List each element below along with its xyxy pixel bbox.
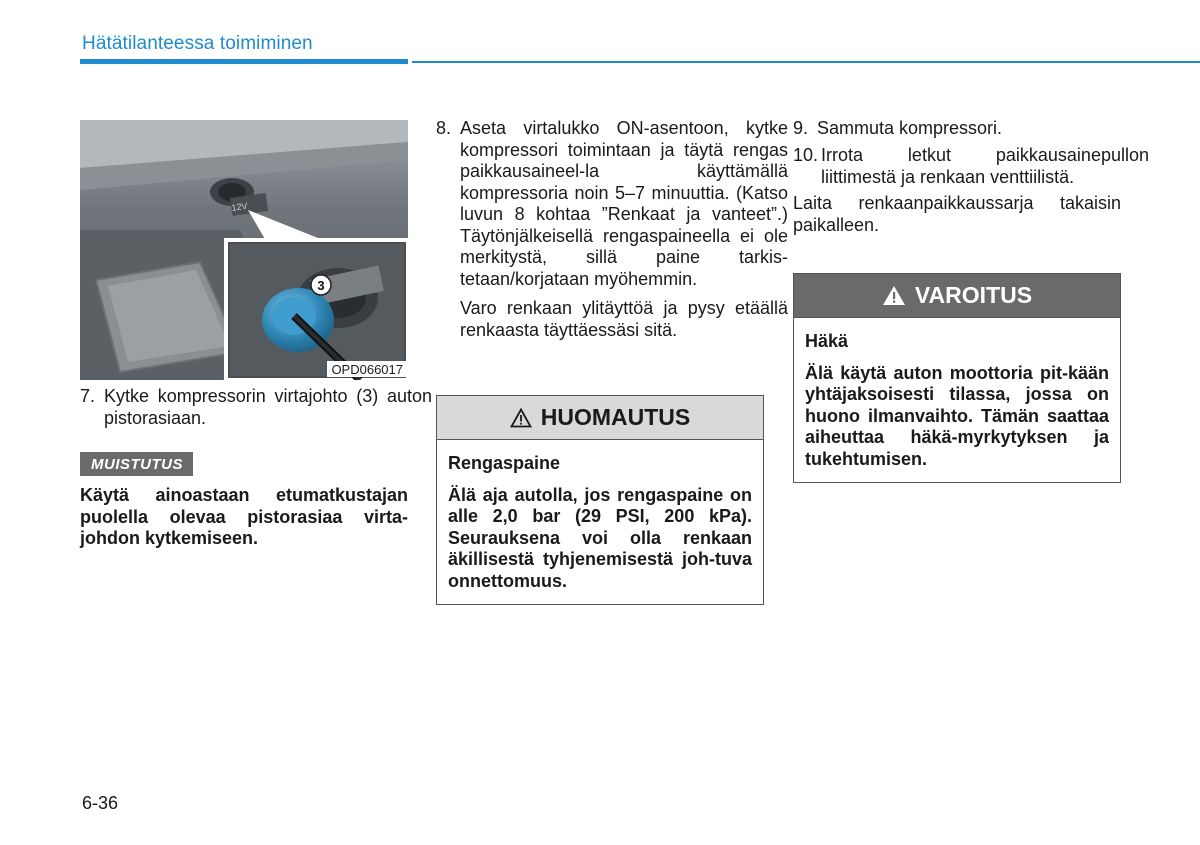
socket-photo-svg [80,120,408,380]
step-number: 10. [793,145,819,165]
warning-box [793,273,1121,483]
step-number: 9. [793,118,809,138]
socket-label: 12V [230,200,249,213]
figure-caption: OPD066017 [327,361,406,377]
compressor-socket-illustration [80,120,408,380]
step-number: 8. [436,118,452,138]
caution-subtitle: Rengaspaine [448,453,561,473]
step-text: Kytke kompressorin virtajohto (3) auton pistorasiaan. [104,386,432,428]
warning-header [794,274,1120,318]
step-number: 7. [80,386,96,406]
warning-triangle-filled-icon [882,285,906,306]
warning-triangle-outline-icon [510,408,532,428]
step-9 [793,118,1145,140]
closing-paragraph: Laita renkaanpaikkaussarja takaisin paikalleen. [793,193,1121,235]
step-text: Aseta virtalukko ON-asentoon, kytke kompressori toimintaan ja täytä rengas paikkausaineel-la käyttämällä kompressoria noin 5–7 minuuttia. (Katso luvun 8 kohtaa ”Renkaat ja vanteet”.) Täytönjälkeisellä rengaspaineella ei ole merkitystä, sillä paine tarkis-tetaan/korjataan myöhemmin. [460,118,788,289]
note-text: Käytä ainoastaan etumatkustajan puolella olevaa pistorasiaa virta-johdon kytkemiseen. [80,485,408,548]
warning-body [794,318,1120,482]
page-number: 6-36 [82,793,119,813]
callout-number: 3 [317,278,325,293]
caution-title: HUOMAUTUS [540,404,691,430]
caution-box [436,395,764,605]
step-8 [436,118,788,341]
warning-title: VAROITUS [914,282,1033,308]
note-tag: MUISTUTUS [80,452,193,476]
step-7 [80,386,432,429]
caution-body [437,440,763,604]
section-title: Hätätilanteessa toimiminen [82,33,313,54]
caution-text: Älä aja autolla, jos rengaspaine on alle 2,0 bar (29 PSI, 200 kPa). Seurauksena voi olla renkaan äkillisestä tyhjenemisestä joh-tuva onnettomuus. [448,484,752,591]
step-text-secondary: Varo renkaan ylitäyttöä ja pysy etäällä renkaasta täyttäessäsi sitä. [460,298,788,340]
warning-text: Älä käytä auton moottoria pit-kään yhtäjaksoisesti tilassa, jossa on huono ilmanvaihto. Tämän saattaa aiheuttaa häkä-myrkytyksen ja tukehtumisen. [805,362,1109,469]
header-rule [412,61,1200,63]
step-text: Irrota letkut paikkausainepullon liittimestä ja renkaan venttiilistä. [821,145,1149,187]
caution-header [437,396,763,440]
warning-subtitle: Häkä [805,331,849,351]
step-10 [793,145,1149,188]
step-text: Sammuta kompressori. [817,118,1003,138]
note-block [80,452,408,550]
header-rule-accent [80,59,408,64]
